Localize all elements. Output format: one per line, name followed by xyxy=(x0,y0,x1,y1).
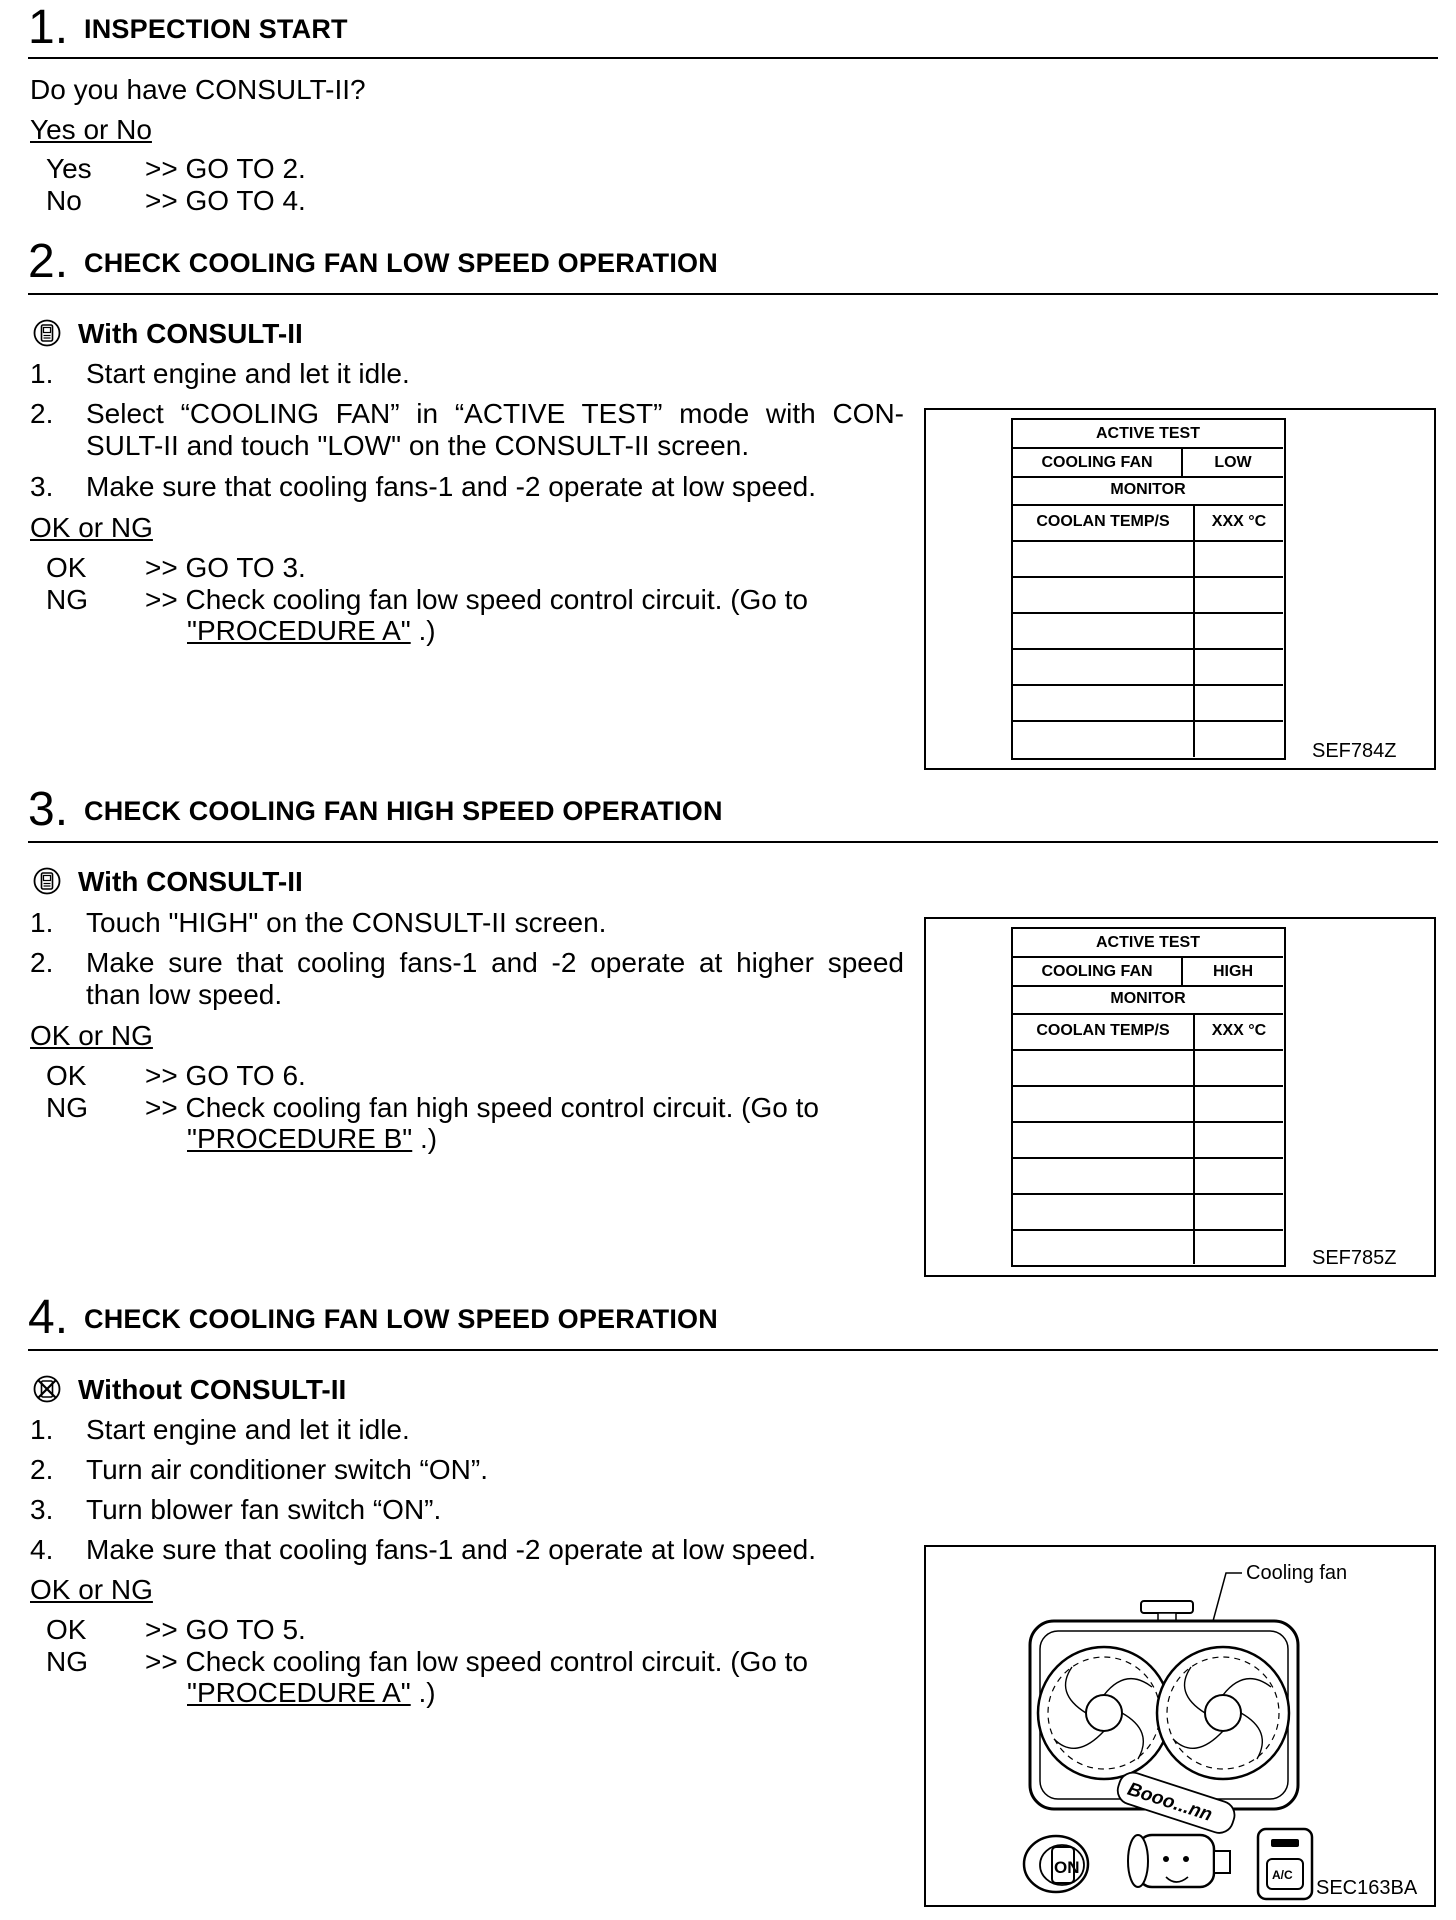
consult-icon xyxy=(32,866,62,896)
step-4-result-ng-text: >> Check cooling fan low speed control circuit. (Go to xyxy=(145,1646,809,1677)
step-2-result-ok-key: OK xyxy=(46,552,87,583)
step-3-item-1-text: Touch "HIGH" on the CONSULT-II screen. xyxy=(86,907,607,938)
sound-text: Booo...nn xyxy=(1124,1778,1215,1826)
blower-motor-icon xyxy=(1128,1835,1230,1887)
step-2-item-3-num: 3. xyxy=(30,471,54,502)
figure-code: SEC163BA xyxy=(1316,1877,1418,1899)
step-2-rule xyxy=(28,293,1438,295)
step-1-rule xyxy=(28,57,1438,59)
step-1-result-yes-key: Yes xyxy=(46,153,92,184)
step-4-answer-label: OK or NG xyxy=(30,1574,153,1605)
step-3-result-ng-key: NG xyxy=(46,1092,88,1123)
step-2-item-2-line-2: SULT-II and touch "LOW" on the CONSULT-II screen. xyxy=(86,430,750,461)
screen-item: COOLING FAN xyxy=(1041,454,1153,471)
step-4-result-ok-key: OK xyxy=(46,1614,87,1645)
step-4-item-4-text: Make sure that cooling fans-1 and -2 operate at low speed. xyxy=(86,1534,816,1565)
step-1-number: 1. xyxy=(28,1,69,54)
step-4-rule xyxy=(28,1349,1438,1351)
ac-label: A/C xyxy=(1272,1868,1293,1882)
screen-value: HIGH xyxy=(1213,963,1253,980)
screen-header: ACTIVE TEST xyxy=(1095,425,1200,442)
screen-param: COOLAN TEMP/S xyxy=(1036,513,1170,530)
step-4-result-ok-text: >> GO TO 5. xyxy=(145,1614,306,1645)
step-2-number: 2. xyxy=(28,235,69,288)
step-2-title: CHECK COOLING FAN LOW SPEED OPERATION xyxy=(84,248,718,278)
step-3-rule xyxy=(28,841,1438,843)
screen-param: COOLAN TEMP/S xyxy=(1036,1022,1170,1039)
step-4-title: CHECK COOLING FAN LOW SPEED OPERATION xyxy=(84,1304,718,1334)
step-2-item-2-num: 2. xyxy=(30,398,54,429)
figure-sef785z xyxy=(924,917,1436,1277)
step-2-result-ng-key: NG xyxy=(46,584,88,615)
step-4-item-1-text: Start engine and let it idle. xyxy=(86,1414,410,1445)
consult-screen-low xyxy=(1011,418,1286,760)
ac-switch-icon xyxy=(1258,1829,1312,1899)
step-3-item-2-num: 2. xyxy=(30,947,54,978)
step-3-mode-label: With CONSULT-II xyxy=(78,866,303,897)
key-on-label: ON xyxy=(1054,1858,1080,1877)
screen-item: COOLING FAN xyxy=(1041,963,1153,980)
step-2-answer-label: OK or NG xyxy=(30,512,153,543)
consult-icon xyxy=(32,318,62,348)
step-3-result-ok-text: >> GO TO 6. xyxy=(145,1060,306,1091)
step-2-result-ok-text: >> GO TO 3. xyxy=(145,552,306,583)
screen-header: ACTIVE TEST xyxy=(1095,934,1200,951)
step-3-item-1-num: 1. xyxy=(30,907,54,938)
step-1-question: Do you have CONSULT-II? xyxy=(30,74,366,105)
procedure-b-link[interactable]: "PROCEDURE B" xyxy=(187,1123,413,1154)
figure-sec163ba xyxy=(924,1545,1436,1907)
step-3-result-ng-text: >> Check cooling fan high speed control circuit. (Go to xyxy=(145,1092,819,1123)
step-1-result-no-text: >> GO TO 4. xyxy=(145,185,306,216)
step-2-mode-label: With CONSULT-II xyxy=(78,318,303,349)
step-3-result-ng-link-line xyxy=(187,1123,437,1155)
step-1-result-no-key: No xyxy=(46,185,82,216)
step-4-result-ng-link-line xyxy=(187,1677,436,1709)
callout-label: Cooling fan xyxy=(1246,1562,1348,1584)
step-4-item-2-num: 2. xyxy=(30,1454,54,1485)
consult-screen-high xyxy=(1011,927,1286,1267)
step-2-item-2-line-1: Select “COOLING FAN” in “ACTIVE TEST” mode with CON- xyxy=(86,398,904,429)
radiator-cap xyxy=(1141,1601,1193,1613)
procedure-a-link[interactable]: "PROCEDURE A" xyxy=(187,615,411,646)
step-1-result-yes-text: >> GO TO 2. xyxy=(145,153,306,184)
step-3-item-2-line-1: Make sure that cooling fans-1 and -2 operate at higher speed xyxy=(86,947,904,978)
step-2-result-ng-after: .) xyxy=(410,615,436,646)
procedure-a-link[interactable]: "PROCEDURE A" xyxy=(187,1677,411,1708)
ignition-key-icon xyxy=(1024,1836,1088,1892)
cooling-fan-illustration xyxy=(926,1547,1433,1904)
step-4-result-ng-after: .) xyxy=(410,1677,436,1708)
step-4-item-2-text: Turn air conditioner switch “ON”. xyxy=(86,1454,488,1485)
figure-sef784z xyxy=(924,408,1436,770)
step-2-item-1-text: Start engine and let it idle. xyxy=(86,358,410,389)
step-3-number: 3. xyxy=(28,783,69,836)
step-4-item-1-num: 1. xyxy=(30,1414,54,1445)
fan-1-icon xyxy=(1038,1647,1170,1779)
step-4-item-3-num: 3. xyxy=(30,1494,54,1525)
screen-param-value: XXX °C xyxy=(1211,513,1267,530)
figure-code: SEF785Z xyxy=(1312,1247,1397,1269)
step-4-item-3-text: Turn blower fan switch “ON”. xyxy=(86,1494,442,1525)
screen-monitor: MONITOR xyxy=(1110,990,1186,1007)
step-3-result-ok-key: OK xyxy=(46,1060,87,1091)
screen-value: LOW xyxy=(1214,454,1252,471)
step-4-mode-label: Without CONSULT-II xyxy=(78,1374,347,1405)
figure-code: SEF784Z xyxy=(1312,740,1397,762)
step-2-result-ng-text: >> Check cooling fan low speed control circuit. (Go to xyxy=(145,584,809,615)
no-consult-icon xyxy=(32,1374,62,1404)
step-4-result-ng-key: NG xyxy=(46,1646,88,1677)
screen-monitor: MONITOR xyxy=(1110,481,1186,498)
screen-param-value: XXX °C xyxy=(1211,1022,1267,1039)
step-3-result-ng-after: .) xyxy=(412,1123,438,1154)
fan-2-icon xyxy=(1157,1647,1289,1779)
step-2-result-ng-link-line xyxy=(187,615,436,647)
step-1-answer-label: Yes or No xyxy=(30,114,152,145)
step-4-item-4-num: 4. xyxy=(30,1534,54,1565)
step-4-number: 4. xyxy=(28,1291,69,1344)
step-2-item-1-num: 1. xyxy=(30,358,54,389)
step-1-title: INSPECTION START xyxy=(84,14,348,44)
step-3-answer-label: OK or NG xyxy=(30,1020,153,1051)
step-2-item-3-text: Make sure that cooling fans-1 and -2 operate at low speed. xyxy=(86,471,816,502)
step-3-title: CHECK COOLING FAN HIGH SPEED OPERATION xyxy=(84,796,723,826)
step-3-item-2-line-2: than low speed. xyxy=(86,979,283,1010)
